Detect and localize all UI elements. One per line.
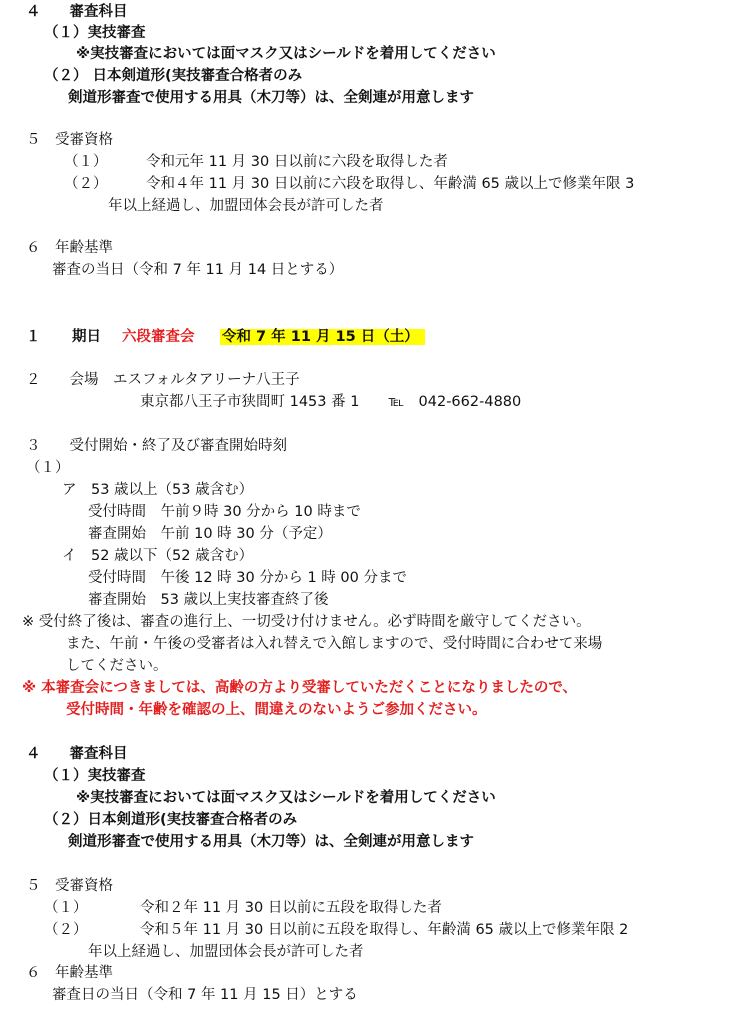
- mask-shield-note: ※実技審査においては面マスク又はシールドを着用してください: [76, 46, 496, 62]
- eligibility-item-1-text: 令和元年 11 月 30 日以前に六段を取得した者: [146, 154, 448, 170]
- eligibility-item-2-text: 令和４年 11 月 30 日以前に六段を取得し、年齢満 65 歳以上で修業年限 3: [146, 176, 635, 192]
- section-4-heading-2: ４ 審査科目: [26, 746, 128, 762]
- venue-address-phone: 東京都八王子市狭間町 1453 番 1 ℡ 042-662-4880: [140, 394, 522, 410]
- date-section-number: １: [26, 329, 41, 345]
- reception-note-line-1: ※ 受付終了後は、審査の進行上、一切受け付けません。必ず時間を厳守してください。: [22, 614, 591, 630]
- section-5-heading-2: ５ 受審資格: [26, 878, 113, 894]
- section-5-heading: ５ 受審資格: [26, 132, 113, 148]
- event-date: [220, 327, 425, 347]
- eligibility-item-1-num-2: （１）: [44, 900, 88, 916]
- kata-equipment-note: 剣道形審査で使用する用具（木刀等）は、全剣連が用意します: [68, 90, 474, 106]
- exam-subject-item-1-2: （１）実技審査: [44, 768, 146, 784]
- age-order-notice-line-1: ※ 本審査会につきましては、高齢の方より受審していただくことになりましたので、: [22, 680, 578, 696]
- venue-heading: ２ 会場 エスフォルタアリーナ八王子: [26, 372, 300, 388]
- section-6-heading-2: ６ 年齢基準: [26, 965, 113, 981]
- kata-equipment-note-2: 剣道形審査で使用する用具（木刀等）は、全剣連が用意します: [68, 834, 474, 850]
- section-6-heading: ６ 年齢基準: [26, 240, 113, 256]
- eligibility-item-1-num: （１）: [64, 154, 108, 170]
- event-date-highlight: 令和 7 年 11 月 15 日（土）: [220, 329, 425, 345]
- mask-shield-note-2: ※実技審査においては面マスク又はシールドを着用してください: [76, 790, 496, 806]
- eligibility-item-2-continued: 年以上経過し、加盟団体会長が許可した者: [108, 198, 384, 214]
- reception-note-line-3: してください。: [66, 658, 168, 674]
- eligibility-item-1-text-2: 令和２年 11 月 30 日以前に五段を取得した者: [140, 900, 442, 916]
- group-a-reception-time: 受付時間 午前９時 30 分から 10 時まで: [88, 504, 361, 520]
- group-i-reception-time: 受付時間 午後 12 時 30 分から 1 時 00 分まで: [88, 570, 407, 586]
- group-a-exam-start: 審査開始 午前 10 時 30 分（予定）: [88, 526, 332, 542]
- age-reference-date-2: 審査日の当日（令和 7 年 11 月 15 日）とする: [52, 987, 358, 1003]
- group-i-heading: イ 52 歳以下（52 歳含む）: [62, 548, 254, 564]
- reception-subsection: （１）: [26, 460, 70, 476]
- exam-subject-item-2-2: （２）日本剣道形(実技審査合格者のみ: [44, 812, 298, 828]
- exam-subject-item-1: （１）実技審査: [44, 25, 146, 41]
- eligibility-item-2-continued-2: 年以上経過し、加盟団体会長が許可した者: [88, 944, 364, 960]
- reception-note-line-2: また、午前・午後の受審者は入れ替えで入館しますので、受付時間に合わせて来場: [66, 636, 603, 652]
- event-name: 六段審査会: [122, 329, 195, 345]
- date-label: 期日: [72, 329, 101, 345]
- age-order-notice-line-2: 受付時間・年齢を確認の上、間違えのないようご参加ください。: [66, 702, 487, 718]
- reception-section-heading: ３ 受付開始・終了及び審査開始時刻: [26, 438, 287, 454]
- exam-subject-item-2: （２） 日本剣道形(実技審査合格者のみ: [44, 68, 303, 84]
- section-4-heading: ４ 審査科目: [26, 4, 128, 20]
- group-i-exam-start: 審査開始 53 歳以上実技審査終了後: [88, 592, 329, 608]
- group-a-heading: ア 53 歳以上（53 歳含む）: [62, 482, 254, 498]
- eligibility-item-2-text-2: 令和５年 11 月 30 日以前に五段を取得し、年齢満 65 歳以上で修業年限 2: [140, 922, 629, 938]
- eligibility-item-2-num: （２）: [64, 176, 108, 192]
- eligibility-item-2-num-2: （２）: [44, 922, 88, 938]
- age-reference-date: 審査の当日（令和 7 年 11 月 14 日とする）: [52, 262, 344, 278]
